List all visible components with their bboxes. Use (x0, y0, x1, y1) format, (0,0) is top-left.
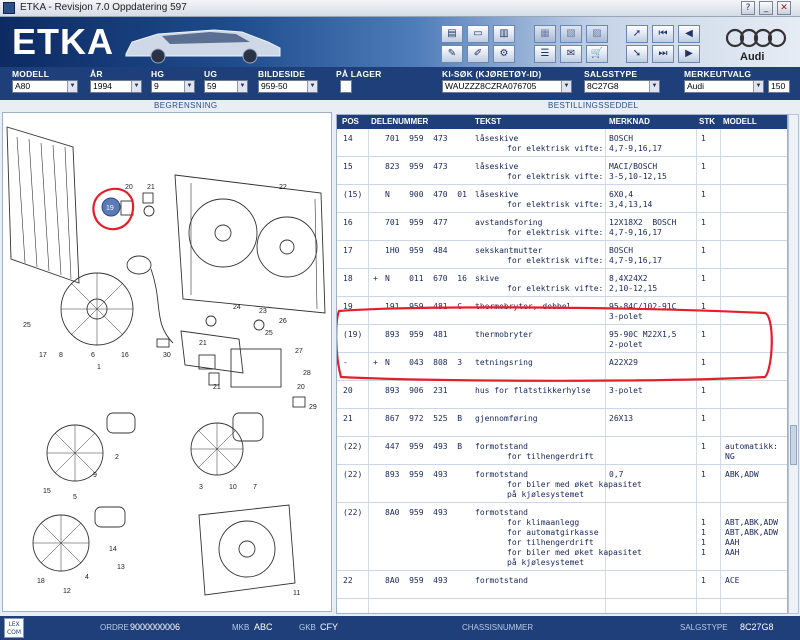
cell-note: 8,4X24X2 (609, 274, 648, 283)
svg-text:5: 5 (73, 494, 77, 501)
cell-model: automatikk: (725, 442, 778, 451)
cell-note: 3-polet (609, 312, 643, 321)
cell-qty: 1 (701, 358, 706, 367)
cell-qty: 1 (701, 470, 706, 479)
modell-select[interactable] (12, 80, 78, 93)
status-bar (0, 616, 800, 640)
cell-pos: 15 (343, 162, 353, 171)
ug-value: 59 (207, 81, 217, 91)
gear-icon[interactable]: ⚙ (493, 45, 515, 63)
highlight-annotation (337, 115, 788, 614)
cell-qty: 1 (701, 134, 706, 143)
cell-note: MACI/BOSCH (609, 162, 658, 171)
svg-text:17: 17 (39, 352, 47, 359)
svg-text:2: 2 (115, 454, 119, 461)
svg-text:25: 25 (265, 330, 273, 337)
cell-note: 3,4,13,14 (609, 200, 653, 209)
cell-note: 3-5,10-12,15 (609, 172, 667, 181)
cell-qty: 1 (701, 302, 706, 311)
svg-text:9: 9 (93, 472, 97, 479)
svg-text:14: 14 (109, 546, 117, 553)
minimize-button[interactable]: _ (759, 1, 773, 15)
cell-note: 4,7-9,16,17 (609, 256, 662, 265)
chevron-down-icon[interactable]: ▼ (753, 81, 763, 92)
document-icon[interactable]: ▨ (586, 25, 608, 43)
cell-text: hus for flatstikkerhylse (475, 386, 591, 395)
col-pos[interactable]: POS (342, 117, 359, 126)
car-image (118, 20, 288, 64)
cell-subtext: for elektrisk vifte: (507, 256, 604, 265)
list-icon[interactable]: ☰ (534, 45, 556, 63)
etka-logo: ETKA (12, 21, 114, 62)
cell-qty: 1 (701, 386, 706, 395)
cell-note: 4,7-9,16,17 (609, 144, 662, 153)
ar-value: 1994 (93, 81, 112, 91)
ug-label: UG (204, 69, 218, 79)
ordre-label: ORDRE (100, 623, 129, 632)
cell-note: 0,7 (609, 470, 624, 479)
previous-page-icon[interactable]: ◀ (678, 25, 700, 43)
cell-pos: 14 (343, 134, 353, 143)
cell-text: skive (475, 274, 500, 283)
cell-subtext: for automatgirkasse (507, 528, 599, 537)
svg-text:28: 28 (303, 370, 311, 377)
svg-text:27: 27 (295, 348, 303, 355)
cell-subtext: for biler med øket kapasitet (507, 480, 642, 489)
merkeutvalg-count: 150 (768, 80, 790, 93)
monitor-icon[interactable]: ▭ (467, 25, 489, 43)
print-icon[interactable]: ▤ (441, 25, 463, 43)
cell-note: 95-84C/102-91C (609, 302, 677, 311)
svg-text:30: 30 (163, 352, 171, 359)
cell-pos: 18 (343, 274, 353, 283)
salgstype-status-label: SALGSTYPE (680, 623, 728, 632)
gkb-value: CFY (320, 622, 338, 632)
col-stk[interactable]: STK (699, 117, 715, 126)
cell-text: tetningsring (475, 358, 533, 367)
cell-subtext: for elektrisk vifte: (507, 200, 604, 209)
vehicle-fields (0, 67, 800, 100)
cell-qty: 1 (701, 190, 706, 199)
cell-qty: 1 (701, 538, 706, 547)
svg-text:10: 10 (229, 484, 237, 491)
scrollbar-thumb[interactable] (790, 425, 797, 465)
col-merknad[interactable]: MERKNAD (609, 117, 650, 126)
svg-text:1: 1 (97, 364, 101, 371)
svg-text:7: 7 (253, 484, 257, 491)
cell-note: BOSCH (609, 246, 634, 255)
cell-note: 95-90C M22X1,5 (609, 330, 677, 339)
svg-text:23: 23 (259, 308, 267, 315)
bildeside-select[interactable] (258, 80, 318, 93)
cell-text: formotstand (475, 442, 528, 451)
cell-part-number: 823 959 473 (385, 162, 448, 171)
title-bar (0, 0, 800, 17)
cell-text: sekskantmutter (475, 246, 543, 255)
cell-pos: (19) (343, 330, 363, 339)
cell-part-number: 191 959 481 C (385, 302, 463, 311)
cell-model: ABK,ADW (725, 470, 759, 479)
cell-model: AAH (725, 538, 740, 547)
exploded-view-drawing (3, 113, 332, 612)
cell-part-number: N 043 808 3 (385, 358, 463, 367)
svg-text:8: 8 (59, 352, 63, 359)
salgstype-label: SALGSTYPE (584, 69, 638, 79)
cell-note: A22X29 (609, 358, 638, 367)
modell-value: A80 (15, 81, 31, 91)
svg-text:6: 6 (91, 352, 95, 359)
chevron-down-icon[interactable]: ▼ (184, 81, 194, 92)
cell-text: thermobryter, dobbel (475, 302, 572, 311)
cell-text: låseskive (475, 190, 519, 199)
cell-subtext: for biler med øket kapasitet (507, 548, 642, 557)
cell-pos: (22) (343, 470, 363, 479)
chevron-down-icon[interactable]: ▼ (561, 81, 571, 92)
merkeutvalg-select[interactable] (684, 80, 764, 93)
cell-model: ACE (725, 576, 740, 585)
svg-text:13: 13 (117, 564, 125, 571)
salgstype-value: 8C27G8 (587, 81, 619, 91)
bildeside-label: BILDESIDE (258, 69, 306, 79)
cell-pos: 19 (343, 302, 353, 311)
modell-label: MODELL (12, 69, 50, 79)
cell-text: formotstand (475, 470, 528, 479)
cell-qty: 1 (701, 548, 706, 557)
audi-wordmark: Audi (740, 51, 765, 63)
cell-subtext: for tilhengerdrift (507, 538, 594, 547)
cell-pos: 16 (343, 218, 353, 227)
svg-text:26: 26 (279, 318, 287, 325)
svg-text:22: 22 (279, 184, 287, 191)
ordre-value: 9000000006 (130, 622, 181, 632)
cell-subtext: på kjølesystemet (507, 558, 585, 567)
cell-part-number: N 011 670 16 (385, 274, 467, 283)
cell-text: avstandsforing (475, 218, 543, 227)
tlsa-icon[interactable]: ▦ (534, 25, 556, 43)
cell-part-number: 701 959 473 (385, 134, 448, 143)
cell-text: låseskive (475, 134, 519, 143)
cell-subtext: for elektrisk vifte: (507, 144, 604, 153)
cell-text: formotstand (475, 508, 528, 517)
table-scrollbar[interactable] (788, 114, 799, 614)
kisok-select[interactable] (442, 80, 572, 93)
svg-text:21: 21 (213, 384, 221, 391)
hg-value: 9 (154, 81, 159, 91)
lexcom-logo: LEX COM (4, 618, 24, 638)
hg-label: HG (151, 69, 165, 79)
kisok-label: KI-SØK (KJØRETØY-ID) (442, 69, 542, 79)
cell-note: 12X18X2 BOSCH (609, 218, 677, 227)
parts-table (336, 114, 788, 614)
ar-label: ÅR (90, 69, 103, 79)
hg-select[interactable] (151, 80, 195, 93)
salgstype-select[interactable] (584, 80, 660, 93)
cell-note: 26X13 (609, 414, 634, 423)
help-button[interactable]: ? (741, 1, 755, 15)
cell-qty: 1 (701, 442, 706, 451)
salgstype-status-value: 8C27G8 (740, 622, 774, 632)
app-icon (3, 2, 15, 14)
svg-text:21: 21 (199, 340, 207, 347)
ug-select[interactable] (204, 80, 248, 93)
cell-qty: 1 (701, 246, 706, 255)
gkb-label: GKB (299, 623, 316, 632)
cell-qty: 1 (701, 576, 706, 585)
section-bestillingsseddel: BESTILLINGSSEDDEL (548, 101, 639, 110)
section-begrensning: BEGRENSNING (154, 101, 218, 110)
col-delenummer[interactable]: DELENUMMER (371, 117, 429, 126)
chevron-down-icon[interactable]: ▼ (131, 81, 141, 92)
svg-text:11: 11 (293, 590, 301, 597)
cell-qty: 1 (701, 274, 706, 283)
window-title: ETKA - Revisjon 7.0 Oppdatering 597 (20, 2, 187, 13)
kisok-value: WAUZZZ8CZRA076705 (445, 81, 537, 91)
bildeside-value: 959-50 (261, 81, 288, 91)
cell-part-number: 893 906 231 (385, 386, 448, 395)
audi-rings-logo (725, 27, 789, 49)
cell-pos: 22 (343, 576, 353, 585)
chassis-label: CHASSISNUMMER (462, 623, 534, 632)
cell-part-number: 1H0 959 484 (385, 246, 448, 255)
svg-text:24: 24 (233, 304, 241, 311)
cell-qty: 1 (701, 330, 706, 339)
svg-text:18: 18 (37, 578, 45, 585)
col-modell[interactable]: MODELL (723, 117, 757, 126)
next-page-icon[interactable]: ▶ (678, 45, 700, 63)
svg-text:3: 3 (199, 484, 203, 491)
cell-part-number: 893 959 493 (385, 470, 448, 479)
pin-icon[interactable]: ➚ (626, 25, 648, 43)
ar-select[interactable] (90, 80, 142, 93)
pa-lager-label: PÅ LAGER (336, 69, 382, 79)
cell-part-number: 8A0 959 493 (385, 508, 448, 517)
cell-model: AAH (725, 548, 740, 557)
pa-lager-checkbox[interactable] (340, 80, 352, 93)
close-button[interactable]: ✕ (777, 1, 791, 15)
cell-text: låseskive (475, 162, 519, 171)
book-icon[interactable]: ▥ (493, 25, 515, 43)
cell-pos: 21 (343, 414, 353, 423)
merkeutvalg-value: Audi (687, 81, 705, 91)
cell-pos: 17 (343, 246, 353, 255)
cell-pos: 20 (343, 386, 353, 395)
cell-subtext: for klimaanlegg (507, 518, 580, 527)
chevron-down-icon[interactable]: ▼ (237, 81, 247, 92)
orapot-icon[interactable]: ▧ (560, 25, 582, 43)
cell-model: ABT,ABK,ADW (725, 528, 778, 537)
mkb-value: ABC (254, 622, 273, 632)
cart-icon[interactable]: 🛒 (586, 45, 608, 63)
svg-text:29: 29 (309, 404, 317, 411)
svg-text:19: 19 (106, 205, 114, 212)
cell-model: ABT,ABK,ADW (725, 518, 778, 527)
svg-text:21: 21 (147, 184, 155, 191)
cell-pos: (15) (343, 190, 363, 199)
svg-text:20: 20 (125, 184, 133, 191)
cell-note: 4,7-9,16,17 (609, 228, 662, 237)
cell-note: BOSCH (609, 134, 634, 143)
svg-text:16: 16 (121, 352, 129, 359)
svg-text:12: 12 (63, 588, 71, 595)
cell-part-number: N 900 470 01 (385, 190, 467, 199)
cell-part-number: 8A0 959 493 (385, 576, 448, 585)
edit-icon[interactable]: ✐ (467, 45, 489, 63)
cell-note: 3-polet (609, 386, 643, 395)
cell-part-number: 447 959 493 B (385, 442, 463, 451)
chevron-down-icon[interactable]: ▼ (67, 81, 77, 92)
cell-pos: - (343, 358, 348, 367)
col-tekst[interactable]: TEKST (475, 117, 502, 126)
cell-note: 6X0,4 (609, 190, 634, 199)
header-banner (0, 17, 800, 67)
cell-part-number: 893 959 481 (385, 330, 448, 339)
cell-text: thermobryter (475, 330, 533, 339)
cell-subtext: for elektrisk vifte: (507, 284, 604, 293)
svg-text:15: 15 (43, 488, 51, 495)
svg-text:4: 4 (85, 574, 89, 581)
last-page-icon[interactable]: ⏭ (652, 45, 674, 63)
cell-subtext: for elektrisk vifte: (507, 228, 604, 237)
cell-subtext: på kjølesystemet (507, 490, 585, 499)
svg-text:25: 25 (23, 322, 31, 329)
cell-model: NG (725, 452, 735, 461)
cell-pos: (22) (343, 442, 363, 451)
chevron-down-icon[interactable]: ▼ (307, 81, 317, 92)
cell-qty: 1 (701, 414, 706, 423)
cell-qty: 1 (701, 528, 706, 537)
cell-note: 2,10-12,15 (609, 284, 658, 293)
cell-mark: + (373, 358, 378, 367)
cell-note: 2-polet (609, 340, 643, 349)
parts-diagram[interactable] (2, 112, 332, 612)
cell-qty: 1 (701, 518, 706, 527)
notes-icon[interactable]: ✎ (441, 45, 463, 63)
merkeutvalg-label: MERKEUTVALG (684, 69, 752, 79)
arrow-icon[interactable]: ➘ (626, 45, 648, 63)
cell-subtext: for tilhengerdrift (507, 452, 594, 461)
mail-icon[interactable]: ✉ (560, 45, 582, 63)
cell-pos: (22) (343, 508, 363, 517)
cell-subtext: for elektrisk vifte: (507, 172, 604, 181)
svg-text:20: 20 (297, 384, 305, 391)
cell-qty: 1 (701, 218, 706, 227)
cell-part-number: 701 959 477 (385, 218, 448, 227)
mkb-label: MKB (232, 623, 250, 632)
cell-qty: 1 (701, 162, 706, 171)
first-page-icon[interactable]: ⏮ (652, 25, 674, 43)
cell-mark: + (373, 274, 378, 283)
cell-text: formotstand (475, 576, 528, 585)
chevron-down-icon[interactable]: ▼ (649, 81, 659, 92)
cell-part-number: 867 972 525 B (385, 414, 463, 423)
cell-text: gjennomføring (475, 414, 538, 423)
